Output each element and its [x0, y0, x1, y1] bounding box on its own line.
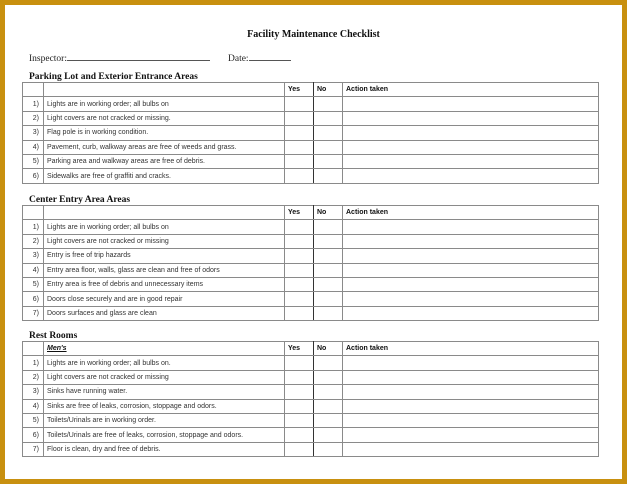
action-cell[interactable]: [343, 399, 599, 413]
action-cell[interactable]: [343, 385, 599, 399]
yes-cell[interactable]: [285, 306, 314, 320]
item-text: Toilets/Urinals are in working order.: [44, 413, 285, 427]
num-header: [23, 83, 44, 97]
item-text: Light covers are not cracked or missing: [44, 370, 285, 384]
document-title: Facility Maintenance Checklist: [247, 29, 380, 40]
no-header: No: [314, 83, 343, 97]
item-number: 6): [23, 169, 44, 183]
no-cell[interactable]: [314, 442, 343, 456]
item-text: Light covers are not cracked or missing.: [44, 111, 285, 125]
section-title-rest-rooms: Rest Rooms: [29, 331, 78, 341]
yes-cell[interactable]: [285, 140, 314, 154]
item-number: 3): [23, 249, 44, 263]
item-text: Doors close securely and are in good repair: [44, 292, 285, 306]
table-row: [23, 306, 599, 320]
yes-cell[interactable]: [285, 399, 314, 413]
no-cell[interactable]: [314, 399, 343, 413]
yes-cell[interactable]: [285, 413, 314, 427]
action-cell[interactable]: [343, 234, 599, 248]
no-cell[interactable]: [314, 154, 343, 168]
yes-header: Yes: [285, 206, 314, 220]
table-header-row: [23, 83, 599, 97]
num-header: [23, 206, 44, 220]
inspector-label: Inspector:: [29, 54, 67, 64]
yes-cell[interactable]: [285, 442, 314, 456]
yes-cell[interactable]: [285, 277, 314, 291]
item-number: 5): [23, 413, 44, 427]
item-number: 2): [23, 234, 44, 248]
action-cell[interactable]: [343, 220, 599, 234]
action-cell[interactable]: [343, 356, 599, 370]
no-cell[interactable]: [314, 263, 343, 277]
no-cell[interactable]: [314, 169, 343, 183]
action-cell[interactable]: [343, 97, 599, 111]
table-row: [23, 111, 599, 125]
no-header: No: [314, 206, 343, 220]
item-number: 4): [23, 263, 44, 277]
item-number: 3): [23, 126, 44, 140]
action-cell[interactable]: [343, 169, 599, 183]
table-row: [23, 413, 599, 427]
checklist-table-parking: [22, 82, 599, 184]
table-row: [23, 126, 599, 140]
table-row: [23, 169, 599, 183]
item-text: Light covers are not cracked or missing: [44, 234, 285, 248]
yes-cell[interactable]: [285, 169, 314, 183]
yes-cell[interactable]: [285, 111, 314, 125]
action-cell[interactable]: [343, 306, 599, 320]
yes-cell[interactable]: [285, 385, 314, 399]
action-cell[interactable]: [343, 370, 599, 384]
item-header: [44, 206, 285, 220]
action-cell[interactable]: [343, 292, 599, 306]
table-row: [23, 428, 599, 442]
item-number: 7): [23, 306, 44, 320]
item-text: Doors surfaces and glass are clean: [44, 306, 285, 320]
item-number: 5): [23, 277, 44, 291]
checklist-table-rest-rooms: [22, 341, 599, 457]
table-row: [23, 370, 599, 384]
item-header: [44, 83, 285, 97]
action-header: Action taken: [343, 206, 599, 220]
no-cell[interactable]: [314, 385, 343, 399]
table-row: [23, 385, 599, 399]
item-number: 7): [23, 442, 44, 456]
table-row: [23, 154, 599, 168]
no-cell[interactable]: [314, 428, 343, 442]
item-number: 4): [23, 399, 44, 413]
table-row: [23, 277, 599, 291]
no-cell[interactable]: [314, 370, 343, 384]
item-number: 2): [23, 370, 44, 384]
action-cell[interactable]: [343, 126, 599, 140]
action-cell[interactable]: [343, 263, 599, 277]
item-text: Lights are in working order; all bulbs on: [44, 220, 285, 234]
no-cell[interactable]: [314, 234, 343, 248]
yes-cell[interactable]: [285, 292, 314, 306]
no-cell[interactable]: [314, 126, 343, 140]
table-row: [23, 234, 599, 248]
no-cell[interactable]: [314, 111, 343, 125]
yes-cell[interactable]: [285, 97, 314, 111]
item-number: 6): [23, 428, 44, 442]
no-cell[interactable]: [314, 277, 343, 291]
subheader-label: Men's: [47, 345, 67, 353]
item-text: Pavement, curb, walkway areas are free of weeds and grass.: [44, 140, 285, 154]
no-cell[interactable]: [314, 292, 343, 306]
item-number: 3): [23, 385, 44, 399]
no-header: No: [314, 342, 343, 356]
item-number: 1): [23, 356, 44, 370]
item-number: 6): [23, 292, 44, 306]
date-blank-line[interactable]: [249, 51, 291, 61]
table-row: [23, 140, 599, 154]
yes-cell[interactable]: [285, 220, 314, 234]
action-header: Action taken: [343, 342, 599, 356]
table-row: [23, 356, 599, 370]
item-number: 5): [23, 154, 44, 168]
table-header-row: [23, 206, 599, 220]
item-number: 1): [23, 220, 44, 234]
table-row: [23, 399, 599, 413]
yes-cell[interactable]: [285, 428, 314, 442]
no-cell[interactable]: [314, 306, 343, 320]
item-text: Entry area is free of debris and unnecessary items: [44, 277, 285, 291]
subheader-mens: [44, 342, 285, 356]
section-title-center-entry: Center Entry Area Areas: [29, 195, 131, 205]
item-text: Entry is free of trip hazards: [44, 249, 285, 263]
yes-cell[interactable]: [285, 154, 314, 168]
item-text: Parking area and walkway areas are free of debris.: [44, 154, 285, 168]
item-number: 4): [23, 140, 44, 154]
yes-cell[interactable]: [285, 249, 314, 263]
item-text: Lights are in working order; all bulbs on: [44, 97, 285, 111]
table-row: [23, 249, 599, 263]
no-cell[interactable]: [314, 249, 343, 263]
action-cell[interactable]: [343, 413, 599, 427]
date-label: Date:: [228, 54, 249, 64]
table-row: [23, 263, 599, 277]
item-text: Flag pole is in working condition.: [44, 126, 285, 140]
yes-cell[interactable]: [285, 370, 314, 384]
yes-header: Yes: [285, 342, 314, 356]
section-title-parking: Parking Lot and Exterior Entrance Areas: [29, 72, 198, 82]
table-row: [23, 97, 599, 111]
no-cell[interactable]: [314, 140, 343, 154]
action-header: Action taken: [343, 83, 599, 97]
action-cell[interactable]: [343, 442, 599, 456]
table-row: [23, 220, 599, 234]
action-cell[interactable]: [343, 428, 599, 442]
inspector-blank-line[interactable]: [67, 51, 210, 61]
item-number: 2): [23, 111, 44, 125]
action-cell[interactable]: [343, 249, 599, 263]
no-cell[interactable]: [314, 220, 343, 234]
action-cell[interactable]: [343, 111, 599, 125]
action-cell[interactable]: [343, 154, 599, 168]
table-row: [23, 292, 599, 306]
item-text: Floor is clean, dry and free of debris.: [44, 442, 285, 456]
yes-header: Yes: [285, 83, 314, 97]
no-cell[interactable]: [314, 413, 343, 427]
table-header-row: [23, 342, 599, 356]
yes-cell[interactable]: [285, 234, 314, 248]
no-cell[interactable]: [314, 356, 343, 370]
action-cell[interactable]: [343, 140, 599, 154]
date-field[interactable]: [228, 51, 291, 64]
yes-cell[interactable]: [285, 263, 314, 277]
table-row: [23, 442, 599, 456]
checklist-table-center-entry: [22, 205, 599, 321]
yes-cell[interactable]: [285, 126, 314, 140]
num-header: [23, 342, 44, 356]
item-number: 1): [23, 97, 44, 111]
yes-cell[interactable]: [285, 356, 314, 370]
item-text: Sinks are free of leaks, corrosion, stoppage and odors.: [44, 399, 285, 413]
item-text: Entry area floor, walls, glass are clean and free of odors: [44, 263, 285, 277]
item-text: Toilets/Urinals are free of leaks, corrosion, stoppage and odors.: [44, 428, 285, 442]
item-text: Lights are in working order; all bulbs on.: [44, 356, 285, 370]
item-text: Sidewalks are free of graffiti and cracks.: [44, 169, 285, 183]
inspector-field[interactable]: [29, 51, 210, 64]
no-cell[interactable]: [314, 97, 343, 111]
action-cell[interactable]: [343, 277, 599, 291]
item-text: Sinks have running water.: [44, 385, 285, 399]
